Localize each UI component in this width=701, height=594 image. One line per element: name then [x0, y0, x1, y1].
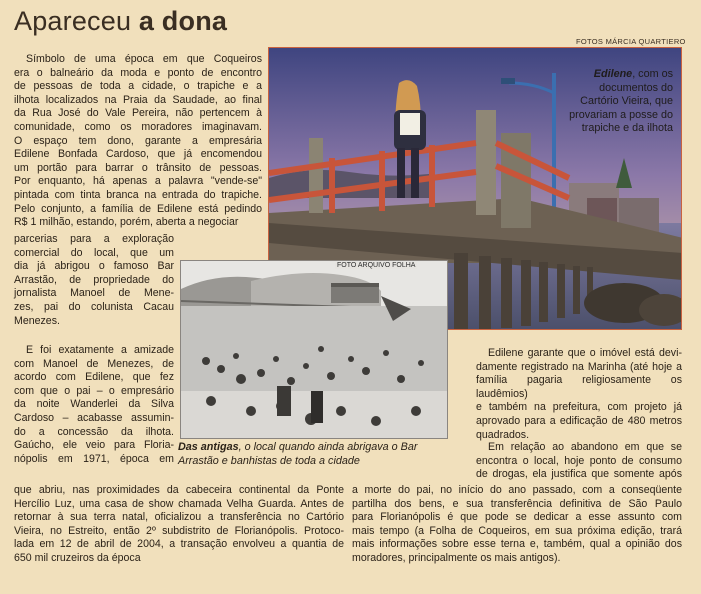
text-line: mais informações sobre esse terna e, também, qual a opinião dos [352, 538, 682, 551]
text-line: e também na prefeitura, com projeto já [476, 401, 682, 414]
text-line: R$ 1 milhão, estando, porém, aberta a negociar [14, 216, 239, 229]
text-line: Edilene Bonfada Cardoso, que já encomendou [14, 148, 262, 161]
caption-name: Edilene [593, 68, 633, 80]
text-line: Em relação ao abandono em que se [488, 441, 682, 453]
text-line: Cardoso – acabasse assumin- [14, 411, 174, 424]
text-line: aprovado para a edificação de 480 metros [476, 414, 682, 427]
text-line: de drogas, ela justifica que somente após [476, 468, 682, 481]
text-line: Arrastão, de propriedade do [14, 273, 174, 286]
text-line: zes, pai do colunista Cacau [14, 300, 174, 313]
text-line: um portão para barrar o trânsito de pessoas. [14, 161, 262, 174]
text-line: era o balneário da moda e ponto de encontro [14, 66, 262, 79]
text-line: dia já abrigou o famoso Bar [14, 260, 174, 273]
text-line: E foi exatamente a amizade [26, 344, 174, 356]
headline-light: Apareceu [14, 6, 132, 36]
body-column-left [14, 53, 262, 230]
text-line: comunidade, como os moradores imaginavam. [14, 120, 262, 133]
text-line: da noite Wanderlei da Silva [14, 398, 174, 411]
text-line: ilhota localizados na Praia da Saudade, ao final [14, 93, 262, 106]
text-line: pintada com tinta branca na entrada do trapiche. [14, 188, 262, 201]
text-line: mais tempo (a Folha de Coqueiros, em sua próxima edição, trará [352, 524, 682, 537]
text-line: jornalista Manoel de Mene- [14, 287, 174, 300]
caption-text: , com os documentos do Cartório Vieira, que provariam a posse do trapiche e da ilhota [569, 68, 673, 134]
text-line: Hercílio Luz, uma casa de show chamada Velha Guarda. Antes de [14, 497, 344, 510]
text-line: Edilene garante que o imóvel está devi- [488, 347, 682, 359]
archive-photo-credit: FOTO ARQUIVO FOLHA [337, 262, 416, 269]
text-line: com que o pai – o empresário [14, 384, 174, 397]
text-line: Vieira, no Estreito, então 2º subdistrito de Florianópolis. Protoco- [14, 524, 344, 537]
text-line: Gaúcho, ele veio para Floria- [14, 439, 174, 452]
text-line: retornar à sua terra natal, oficializou a transferência no Cartório [14, 511, 344, 524]
body-column-narrow2 [14, 344, 174, 466]
headline [14, 6, 227, 37]
text-line: com Manoel de Menezes, de [14, 357, 174, 370]
text-line: Pelo conjunto, a família de Edilene está pedindo [14, 202, 262, 215]
text-line: moradores, principalmente os mais antigos). [352, 551, 561, 564]
text-line: partilha dos bens, e sua transferência definitiva de São Paulo [352, 497, 682, 510]
text-line: acordo com Edilene, que fez [14, 371, 174, 384]
text-line: família pagaria religiosamente os laudêmios) [476, 374, 682, 400]
text-line: do a concessão da ilhota. [14, 425, 174, 438]
text-line: comercial do local, que um [14, 246, 174, 259]
text-line: da Rua José do Vale Pereira, não pertencem à [14, 107, 262, 120]
text-line: Símbolo de uma época em que Coqueiros [26, 53, 262, 65]
main-photo-caption [561, 68, 673, 136]
archive-photo-caption [178, 441, 453, 468]
caption2-lead: Das antigas [178, 441, 239, 453]
text-line: Menezes. [14, 314, 60, 327]
body-column-bottom-right [352, 484, 682, 566]
text-line: nópolis em 1971, época em [14, 452, 174, 465]
text-line: Por enquanto, há apenas a palavra "vende-se" [14, 175, 262, 188]
body-column-narrow [14, 233, 174, 328]
archive-photo [180, 260, 448, 439]
text-line: quadrados. [476, 428, 530, 441]
text-line: a morte do pai, no início do ano passado, com a conseqüente [352, 484, 682, 496]
body-column-right2 [476, 441, 682, 482]
text-line: de pessoas de toda a cidade, o trapiche e a [14, 80, 262, 93]
text-line: para Florianópolis é que pode se dedicar a esse assunto com [352, 511, 682, 524]
headline-bold: a dona [138, 6, 228, 36]
text-line: O espaço tem dono, garante a empresária [14, 134, 262, 147]
photo-beach-archive-icon [181, 261, 448, 439]
caption2-text: , o local quando ainda abrigava o Bar Arrastão e banhistas de toda a cidade [178, 441, 418, 467]
text-line: que abriu, nas proximidades da cabeceira continental da Ponte [14, 484, 344, 496]
text-line: parcerias para a exploração [14, 233, 174, 245]
main-photo-credit: FOTOS MÁRCIA QUARTIERO [576, 37, 686, 46]
text-line: 650 mil cruzeiros da época [14, 551, 141, 564]
text-line: encontra o local, hoje ponto de consumo [476, 454, 682, 467]
body-column-bottom-left [14, 484, 344, 566]
text-line: lada em 12 de abril de 2004, a transação envolveu a quantia de [14, 538, 344, 551]
text-line: damente registrado na Marinha (até hoje a [476, 360, 682, 373]
body-column-right [476, 347, 682, 442]
